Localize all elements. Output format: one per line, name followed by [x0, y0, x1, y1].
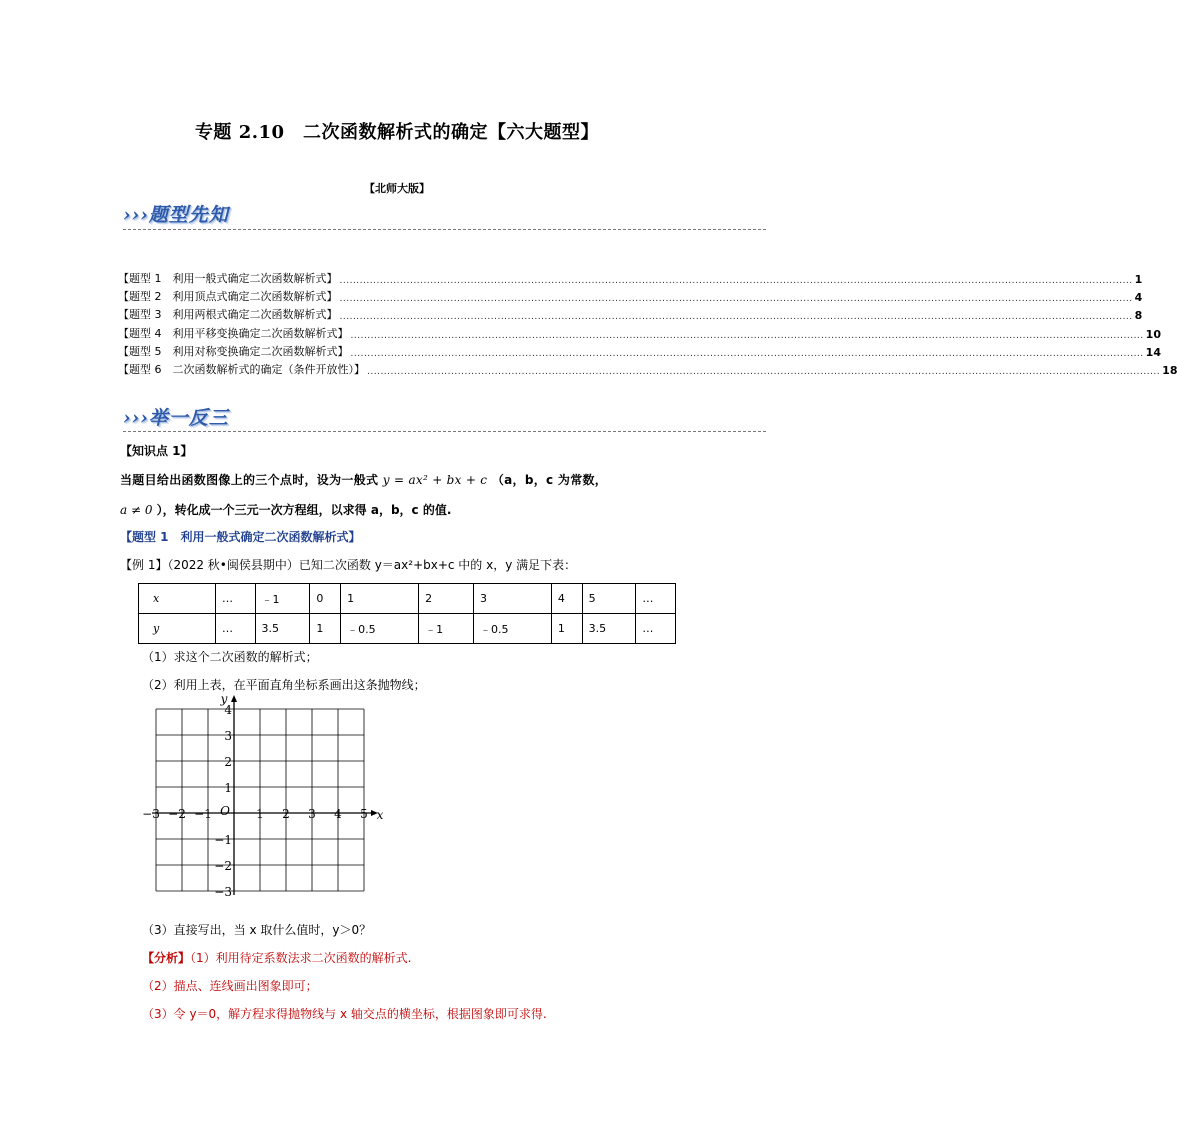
x-tick-label: 2 [282, 807, 290, 821]
edition-label: 【北师大版】 [364, 182, 430, 195]
table-cell: 1 [551, 614, 582, 644]
table-cell: 5 [582, 584, 636, 614]
toc-page: 8 [1134, 309, 1143, 323]
table-cell: 3.5 [255, 614, 310, 644]
toc-item[interactable] [118, 286, 1143, 305]
divider [123, 431, 766, 432]
question-2: （2）利用上表，在平面直角坐标系画出这条抛物线； [142, 678, 426, 692]
toc-leader: ............................................................................................................................................................................................................................................ [367, 367, 1161, 377]
banner-practice: ›››举一反三 [123, 407, 229, 429]
question-3: （3）直接写出，当 x 取什么值时，y＞0？ [142, 923, 372, 937]
y-tick-label: 2 [224, 755, 232, 769]
toc-label: 【题型 1 利用一般式确定二次函数解析式】 [118, 272, 338, 285]
x-tick-label: −2 [168, 807, 186, 821]
y-tick-label: 1 [224, 781, 232, 795]
x-tick-label: 3 [308, 807, 316, 821]
table-cell: 1 [341, 584, 419, 614]
divider [123, 229, 766, 230]
banner-preview: ›››题型先知 [123, 204, 229, 226]
knowledge-text: （a，b，c 为常数， [491, 473, 608, 487]
table-row [139, 584, 676, 614]
row-header: y [139, 614, 216, 644]
knowledge-line-2 [120, 501, 451, 518]
analysis-prefix: 【分析】 [142, 951, 191, 965]
toc-item[interactable] [118, 341, 1161, 359]
toc-leader: ............................................................................................................................................................................................................................................ [339, 276, 1133, 286]
table-cell: 3 [473, 584, 551, 614]
grid-lines [156, 709, 364, 891]
table-cell: 4 [551, 584, 582, 614]
x-axis-label: x [376, 808, 384, 822]
table-row [139, 614, 676, 644]
analysis-1 [142, 949, 411, 966]
toc-item[interactable] [118, 268, 1143, 286]
toc-item[interactable] [118, 304, 1143, 323]
y-tick-label: −3 [214, 885, 232, 899]
knowledge-text: ），转化成一个三元一次方程组，以求得 a，b，c 的值. [156, 503, 452, 517]
analysis-text: （1）利用待定系数法求二次函数的解析式. [190, 951, 412, 965]
x-tick-label: −1 [194, 807, 212, 821]
nonzero-condition: a ≠ 0 [120, 503, 153, 517]
table-cell: 1 [310, 614, 341, 644]
page-title: 专题 2.10 二次函数解析式的确定【六大题型】 [194, 122, 600, 143]
origin-label: O [220, 804, 230, 818]
knowledge-text: 当题目给出函数图像上的三个点时，设为一般式 [120, 473, 379, 487]
table-cell: ﹣0.5 [473, 614, 551, 644]
example-prefix: 【例 1】 [120, 558, 168, 572]
y-axis-label: y [220, 692, 228, 706]
toc-page: 1 [1134, 273, 1143, 286]
y-tick-label: −2 [214, 859, 232, 873]
table-cell: ﹣1 [255, 584, 310, 614]
y-tick-label: 4 [224, 703, 232, 717]
question-1: （1）求这个二次函数的解析式； [142, 650, 318, 664]
y-tick-label: −1 [214, 833, 232, 847]
toc-item[interactable] [118, 323, 1161, 341]
y-axis-arrow [231, 695, 237, 702]
toc-label: 【题型 3 利用两根式确定二次函数解析式】 [118, 308, 338, 322]
toc-leader: ............................................................................................................................................................................................................................................ [339, 294, 1133, 305]
type1-heading: 【题型 1 利用一般式确定二次函数解析式】 [120, 530, 361, 544]
toc-item[interactable] [118, 359, 1177, 377]
tick-labels [142, 692, 383, 899]
toc-label: 【题型 6 二次函数解析式的确定（条件开放性）】 [118, 363, 365, 376]
knowledge-heading: 【知识点 1】 [120, 444, 193, 458]
table-cell: … [636, 614, 676, 644]
general-formula: y = ax² + bx + c [382, 473, 488, 487]
table-cell: … [216, 614, 256, 644]
analysis-2: （2）描点、连线画出图象即可； [142, 979, 318, 993]
knowledge-line-1 [120, 471, 607, 488]
table-cell: … [216, 584, 256, 614]
x-tick-label: 5 [360, 807, 368, 821]
table-cell: ﹣0.5 [341, 614, 419, 644]
table-cell: 3.5 [582, 614, 636, 644]
y-tick-label: 3 [224, 729, 232, 743]
toc-page: 10 [1145, 327, 1161, 341]
table-cell: … [636, 584, 676, 614]
toc-leader: ............................................................................................................................................................................................................................................ [350, 330, 1144, 341]
x-tick-label: −3 [142, 807, 160, 821]
value-table [138, 583, 676, 644]
example-1 [120, 556, 576, 573]
table-cell: ﹣1 [419, 614, 474, 644]
toc-label: 【题型 5 利用对称变换确定二次函数解析式】 [118, 344, 349, 358]
x-tick-label: 1 [256, 807, 264, 821]
analysis-3: （3）令 y＝0，解方程求得抛物线与 x 轴交点的横坐标，根据图象即可求得. [142, 1007, 547, 1021]
toc-label: 【题型 4 利用平移变换确定二次函数解析式】 [118, 326, 349, 340]
toc-page: 4 [1134, 291, 1143, 305]
toc-page: 18 [1162, 364, 1177, 377]
table-cell: 0 [310, 584, 341, 614]
table-cell: 2 [419, 584, 474, 614]
x-tick-label: 4 [334, 807, 342, 821]
toc-page: 14 [1145, 345, 1161, 359]
row-header: x [139, 584, 216, 614]
example-text: （2022 秋•闽侯县期中）已知二次函数 y＝ax²+bx+c 中的 x，y 满足下表： [167, 558, 577, 572]
toc-leader: ............................................................................................................................................................................................................................................ [339, 312, 1133, 323]
toc-leader: ............................................................................................................................................................................................................................................ [350, 348, 1144, 359]
coordinate-grid [130, 692, 390, 910]
toc-label: 【题型 2 利用顶点式确定二次函数解析式】 [118, 290, 338, 304]
